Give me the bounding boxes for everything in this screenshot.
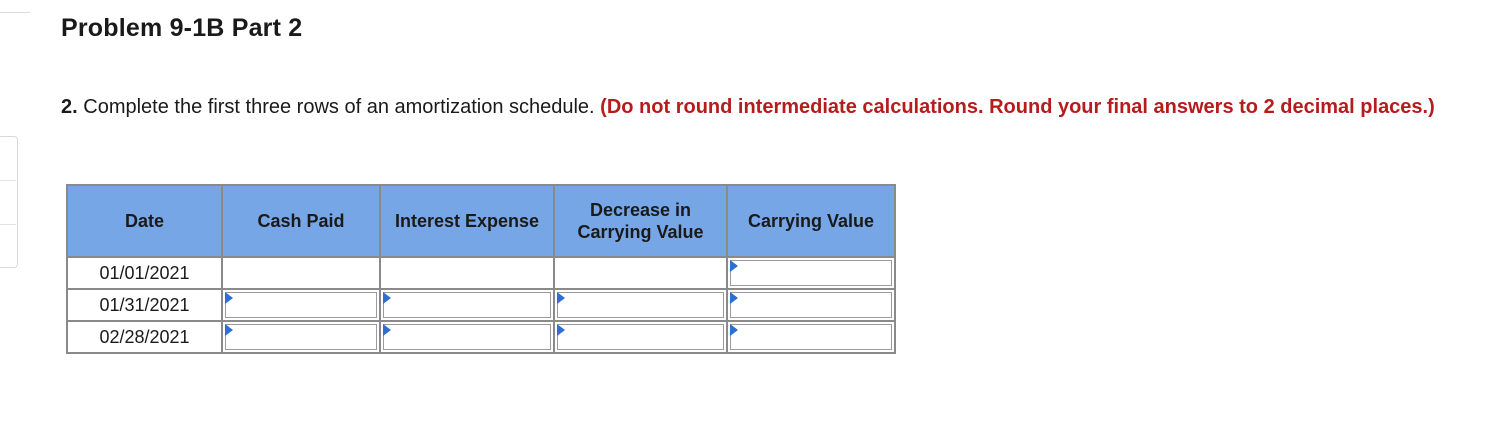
header-carrying-value: Carrying Value bbox=[727, 185, 895, 257]
cash-paid-input[interactable] bbox=[225, 292, 377, 318]
question-emphasis: (Do not round intermediate calculations. Round your final answers to 2 decimal places.) bbox=[600, 96, 1435, 118]
carrying-value-input[interactable] bbox=[730, 324, 892, 350]
interest-expense-input[interactable] bbox=[383, 324, 551, 350]
cash-paid-cell bbox=[222, 289, 380, 321]
carrying-value-input[interactable] bbox=[730, 292, 892, 318]
header-cash-paid: Cash Paid bbox=[222, 185, 380, 257]
decrease-in-carrying-value-input[interactable] bbox=[557, 324, 724, 350]
row-date: 01/31/2021 bbox=[67, 289, 222, 321]
interest-expense-cell-empty bbox=[380, 257, 554, 289]
input-flag-icon bbox=[730, 292, 738, 304]
input-flag-icon bbox=[383, 324, 391, 336]
header-interest-expense: Interest Expense bbox=[380, 185, 554, 257]
decrease-cell bbox=[554, 321, 727, 353]
side-panel-divider bbox=[0, 224, 16, 225]
cash-paid-input[interactable] bbox=[225, 324, 377, 350]
header-decrease-line2: Carrying Value bbox=[577, 222, 704, 242]
carrying-value-input[interactable] bbox=[730, 260, 892, 286]
header-decrease-in-carrying-value bbox=[554, 185, 727, 257]
decrease-in-carrying-value-input[interactable] bbox=[557, 292, 724, 318]
table-row bbox=[67, 289, 895, 321]
input-flag-icon bbox=[730, 324, 738, 336]
carrying-value-cell bbox=[727, 289, 895, 321]
carrying-value-cell bbox=[727, 257, 895, 289]
decrease-cell-empty bbox=[554, 257, 727, 289]
row-date: 02/28/2021 bbox=[67, 321, 222, 353]
row-date: 01/01/2021 bbox=[67, 257, 222, 289]
amortization-table bbox=[66, 184, 896, 354]
side-panel-tab[interactable] bbox=[0, 136, 18, 268]
header-decrease-line1: Decrease in bbox=[589, 200, 692, 220]
input-flag-icon bbox=[730, 260, 738, 272]
input-flag-icon bbox=[557, 292, 565, 304]
interest-expense-input[interactable] bbox=[383, 292, 551, 318]
input-flag-icon bbox=[557, 324, 565, 336]
side-panel-divider bbox=[0, 180, 16, 181]
table-row bbox=[67, 257, 895, 289]
header-date: Date bbox=[67, 185, 222, 257]
page-title: Problem 9-1B Part 2 bbox=[61, 14, 303, 42]
carrying-value-cell bbox=[727, 321, 895, 353]
table-row bbox=[67, 321, 895, 353]
header-row bbox=[67, 185, 895, 257]
question-text: Complete the first three rows of an amortization schedule. bbox=[83, 96, 595, 118]
cash-paid-cell-empty bbox=[222, 257, 380, 289]
input-flag-icon bbox=[225, 292, 233, 304]
cash-paid-cell bbox=[222, 321, 380, 353]
interest-expense-cell bbox=[380, 321, 554, 353]
input-flag-icon bbox=[225, 324, 233, 336]
instructions bbox=[61, 93, 1476, 121]
question-number: 2. bbox=[61, 96, 78, 118]
decrease-cell bbox=[554, 289, 727, 321]
input-flag-icon bbox=[383, 292, 391, 304]
interest-expense-cell bbox=[380, 289, 554, 321]
edge-divider bbox=[0, 12, 30, 13]
